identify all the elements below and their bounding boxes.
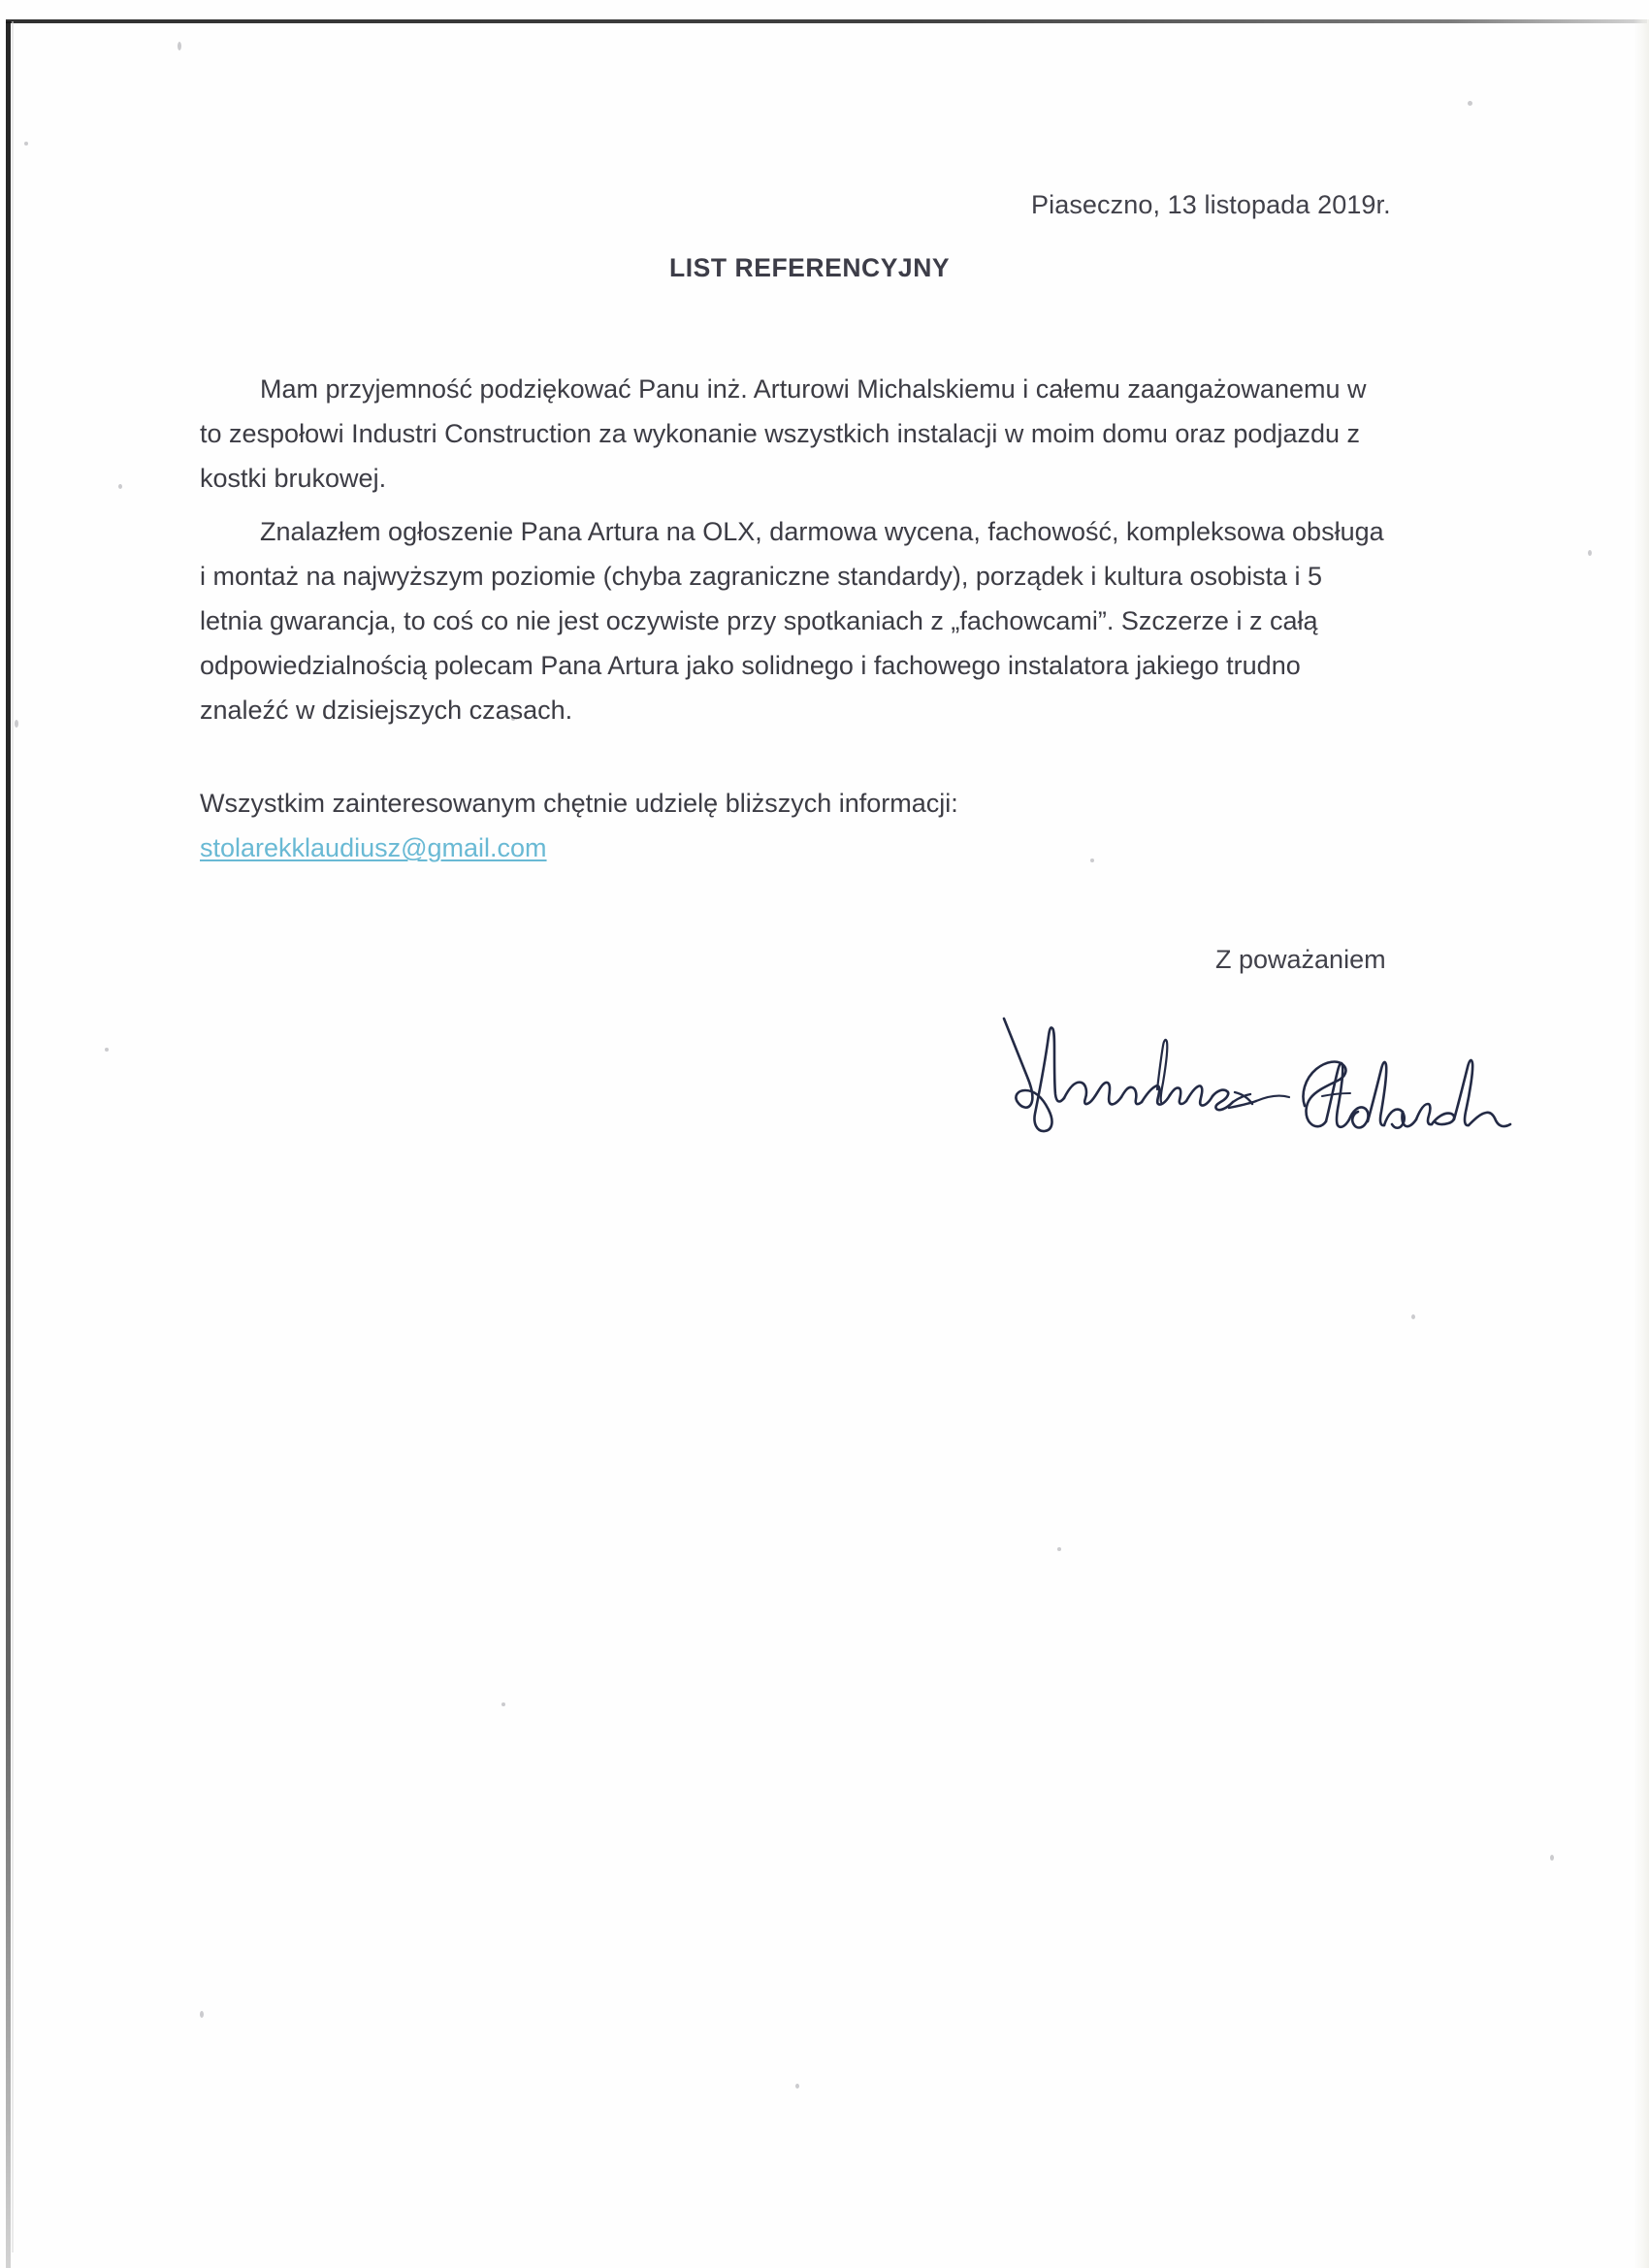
- paragraph-2-text: Znalazłem ogłoszenie Pana Artura na OLX, darmowa wycena, fachowość, kompleksowa obsługa i montaż na najwyższym poziomie (chyba zagraniczne standardy), porządek i kultura osobista i 5 letnia gwarancja, to coś co nie jest oczywiste przy spotkaniach z „fachowcami”. Szczerze i z całą odpowiedzialnością polecam Pana Artura jako solidnego i fachowego instalatora jakiego trudno znaleźć w dzisiejszych czasach.: [200, 517, 1384, 725]
- scan-speck: [1588, 550, 1592, 556]
- scan-edge-left: [6, 21, 11, 2268]
- scan-speck: [24, 142, 28, 146]
- scan-speck: [15, 720, 18, 728]
- scan-speck: [200, 2011, 204, 2018]
- email-link[interactable]: stolarekklaudiusz@gmail.com: [200, 833, 547, 862]
- scan-speck: [1411, 1314, 1415, 1319]
- letter-paragraph-1: [200, 367, 1389, 501]
- contact-block: [200, 781, 1389, 870]
- scan-edge-left-secondary: [12, 21, 14, 2252]
- page-title: LIST REFERENCYJNY: [669, 253, 951, 282]
- paragraph-1-text: Mam przyjemność podziękować Panu inż. Arturowi Michalskiemu i całemu zaangażowanemu w to zespołowi Industri Construction za wykonanie wszystkich instalacji w moim domu oraz podjazdu z kostki brukowej.: [200, 374, 1367, 493]
- scan-speck: [1550, 1855, 1554, 1861]
- closing-salutation: Z poważaniem: [1215, 945, 1386, 974]
- scan-edge-top: [6, 19, 1647, 23]
- scan-speck: [105, 1048, 109, 1052]
- scan-speck: [501, 1702, 505, 1706]
- handwritten-signature: [985, 997, 1528, 1143]
- scan-speck: [118, 484, 122, 489]
- scan-speck: [1468, 101, 1472, 106]
- letter-paragraph-2: [200, 509, 1389, 732]
- scan-speck: [178, 42, 181, 50]
- scan-speck: [1057, 1547, 1061, 1551]
- scan-speck: [795, 2084, 799, 2089]
- scan-edge-right: [1633, 19, 1649, 2268]
- contact-intro: Wszystkim zainteresowanym chętnie udzielę bliższych informacji:: [200, 789, 958, 818]
- date-and-place: Piaseczno, 13 listopada 2019r.: [1031, 190, 1391, 219]
